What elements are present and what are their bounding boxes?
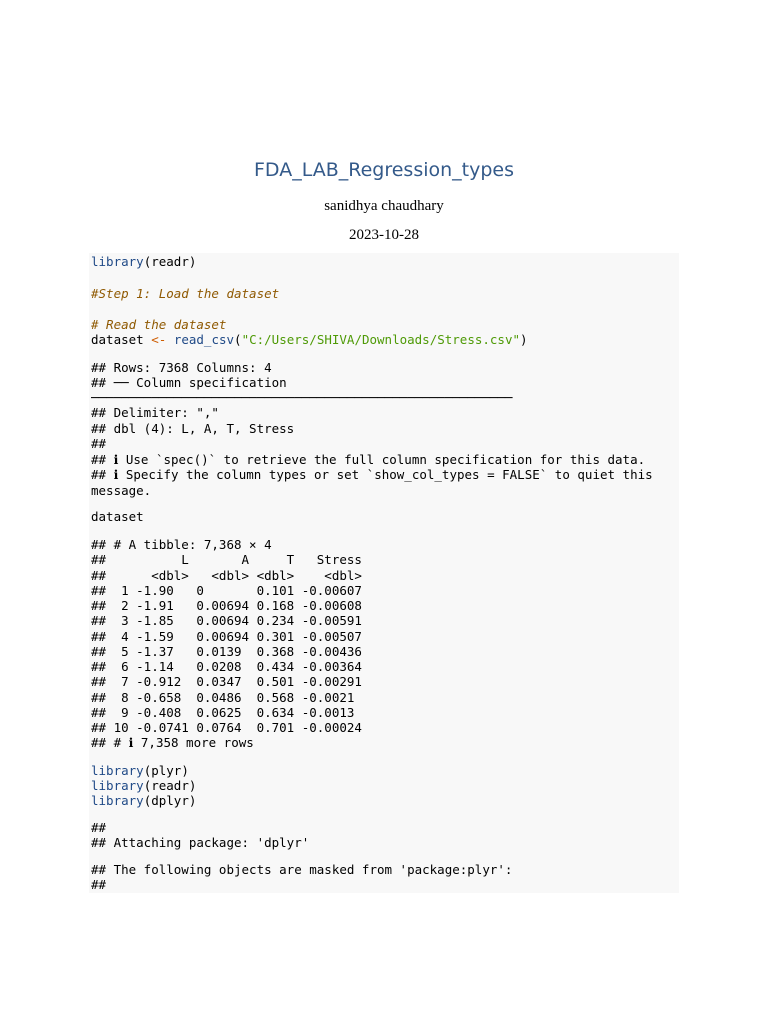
author-name: sanidhya chaudhary	[324, 198, 444, 214]
function-name: library	[91, 778, 144, 793]
code-line-library-plyr	[91, 763, 677, 778]
function-name: library	[91, 254, 144, 269]
output-separator: ────────────────────────────────────────────────────────	[91, 390, 513, 405]
tibble-line: ## 4 -1.59 0.00694 0.301 -0.00507	[91, 629, 362, 644]
output-line: ## ℹ Specify the column types or set `show_col_types = FALSE` to quiet this	[91, 467, 653, 482]
code-line-library-readr	[91, 778, 677, 793]
output-line: message.	[91, 483, 152, 498]
function-args: (readr)	[143, 254, 197, 269]
output-line: ## ── Column specification	[91, 375, 287, 390]
tibble-line: ## # A tibble: 7,368 × 4	[91, 537, 272, 552]
assign-operator: <-	[151, 332, 167, 347]
tibble-line: ## 5 -1.37 0.0139 0.368 -0.00436	[91, 644, 362, 659]
code-line-library-readr	[91, 254, 677, 269]
code-line-read-csv	[91, 332, 677, 347]
tibble-line: ## <dbl> <dbl> <dbl> <dbl>	[91, 568, 362, 583]
tibble-line: ## 6 -1.14 0.0208 0.434 -0.00364	[91, 659, 362, 674]
document-title: FDA_LAB_Regression_types	[253, 159, 515, 181]
file-path-string: "C:/Users/SHIVA/Downloads/Stress.csv"	[241, 332, 521, 347]
code-line-library-dplyr	[91, 793, 677, 808]
document-date: 2023-10-28	[349, 227, 419, 243]
function-name: library	[91, 793, 144, 808]
output-line: ## Delimiter: ","	[91, 405, 219, 420]
code-comment-step1: #Step 1: Load the dataset	[91, 286, 280, 301]
function-name: read_csv	[173, 332, 235, 347]
function-args: (readr)	[143, 778, 197, 793]
tibble-line: ## 7 -0.912 0.0347 0.501 -0.00291	[91, 674, 362, 689]
tibble-line: ## # ℹ 7,358 more rows	[91, 735, 254, 750]
output-line: ## Rows: 7368 Columns: 4	[91, 360, 272, 375]
close-paren: )	[520, 332, 528, 347]
tibble-line: ## 2 -1.91 0.00694 0.168 -0.00608	[91, 598, 362, 613]
output-line: ##	[91, 436, 107, 451]
output-line: ## dbl (4): L, A, T, Stress	[91, 421, 295, 436]
tibble-line: ## 1 -1.90 0 0.101 -0.00607	[91, 583, 362, 598]
variable-name: dataset	[91, 332, 144, 347]
output-line: ## ℹ Use `spec()` to retrieve the full column specification for this data.	[91, 452, 646, 467]
output-line: ##	[91, 877, 107, 892]
tibble-line: ## 8 -0.658 0.0486 0.568 -0.0021	[91, 690, 355, 705]
function-args: (plyr)	[143, 763, 189, 778]
tibble-line: ## 9 -0.408 0.0625 0.634 -0.0013	[91, 705, 355, 720]
output-line: ## The following objects are masked from 'package:plyr':	[91, 862, 513, 877]
code-line-dataset: dataset	[91, 509, 144, 524]
code-comment-read: # Read the dataset	[91, 317, 227, 332]
tibble-line: ## 10 -0.0741 0.0764 0.701 -0.00024	[91, 720, 362, 735]
output-line: ##	[91, 820, 107, 835]
tibble-line: ## L A T Stress	[91, 552, 362, 567]
tibble-line: ## 3 -1.85 0.00694 0.234 -0.00591	[91, 613, 362, 628]
function-args: (dplyr)	[143, 793, 197, 808]
function-name: library	[91, 763, 144, 778]
open-paren: (	[234, 332, 242, 347]
output-line: ## Attaching package: 'dplyr'	[91, 835, 310, 850]
